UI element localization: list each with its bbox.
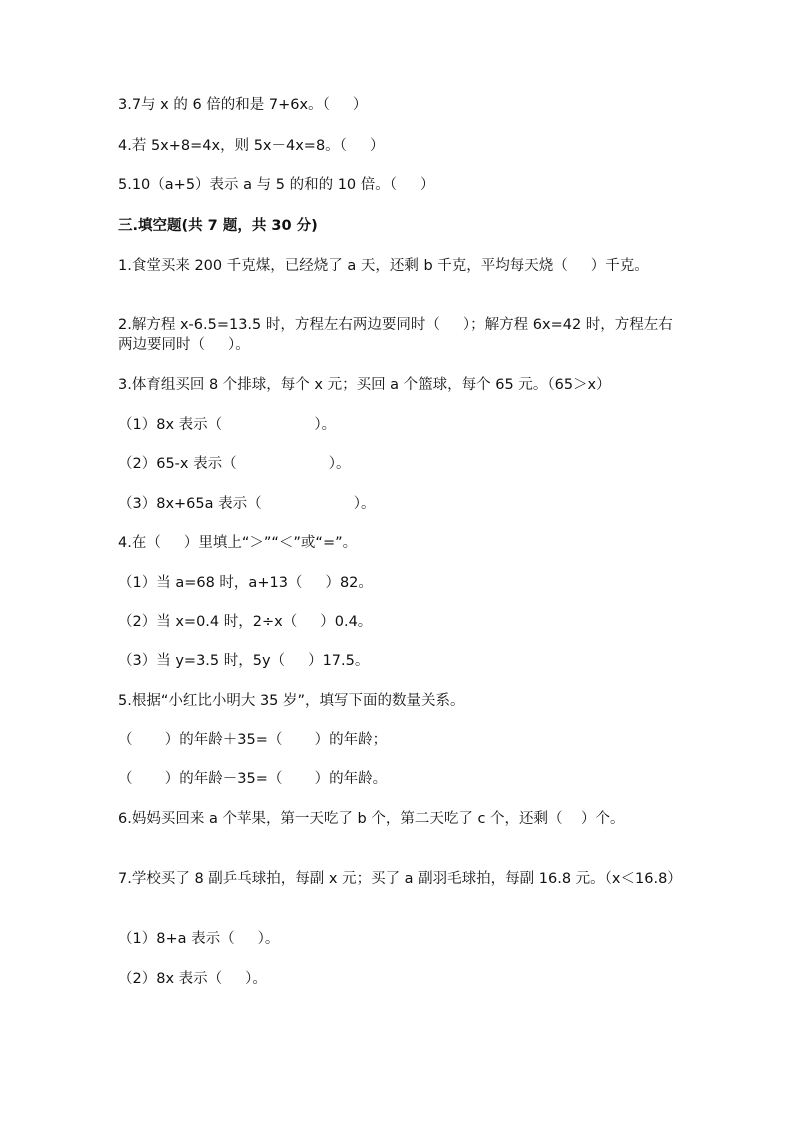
fill-question-1: 1.食堂买来 200 千克煤，已经烧了 a 天，还剩 b 千克，平均每天烧（ ）千克。	[118, 258, 649, 274]
section-title: 三.填空题(共 7 题，共 30 分)	[118, 218, 318, 234]
fill-question-7-part-1: （1）8+a 表示（ ）。	[118, 931, 280, 947]
judgment-item-5: 5.10（a+5）表示 a 与 5 的和的 10 倍。（ ）	[118, 177, 435, 193]
fill-question-7: 7.学校买了 8 副乒乓球拍，每副 x 元；买了 a 副羽毛球拍，每副 16.8 元。（x＜16.8）	[118, 871, 682, 887]
fill-question-4-part-2: （2）当 x=0.4 时，2÷x（ ）0.4。	[118, 614, 373, 630]
fill-question-7-part-2: （2）8x 表示（ ）。	[118, 971, 267, 987]
fill-question-4-part-3: （3）当 y=3.5 时，5y（ ）17.5。	[118, 653, 370, 669]
judgment-item-4: 4.若 5x+8=4x，则 5x－4x=8。（ ）	[118, 138, 385, 154]
fill-question-2: 2.解方程 x-6.5=13.5 时，方程左右两边要同时（ ）；解方程 6x=42 时，方程左右两边要同时（ ）。	[118, 317, 673, 353]
fill-question-4: 4.在（ ）里填上“＞”“＜”或“=”。	[118, 535, 358, 551]
fill-question-3: 3.体育组买回 8 个排球，每个 x 元；买回 a 个篮球，每个 65 元。（65＞x）	[118, 377, 611, 393]
fill-question-5-part-1: （ ）的年龄＋35=（ ）的年龄；	[118, 732, 388, 748]
fill-question-3-part-3: （3）8x+65a 表示（ ）。	[118, 496, 376, 512]
fill-question-3-part-2: （2）65-x 表示（ ）。	[118, 456, 351, 472]
judgment-item-3: 3.7与 x 的 6 倍的和是 7+6x。（ ）	[118, 97, 368, 113]
fill-question-5: 5.根据“小红比小明大 35 岁”，填写下面的数量关系。	[118, 693, 465, 709]
fill-question-6: 6.妈妈买回来 a 个苹果，第一天吃了 b 个，第二天吃了 c 个，还剩（ ）个。	[118, 811, 625, 827]
fill-question-3-part-1: （1）8x 表示（ ）。	[118, 417, 337, 433]
fill-question-5-part-2: （ ）的年龄－35=（ ）的年龄。	[118, 771, 388, 787]
fill-question-4-part-1: （1）当 a=68 时，a+13（ ）82。	[118, 575, 373, 591]
